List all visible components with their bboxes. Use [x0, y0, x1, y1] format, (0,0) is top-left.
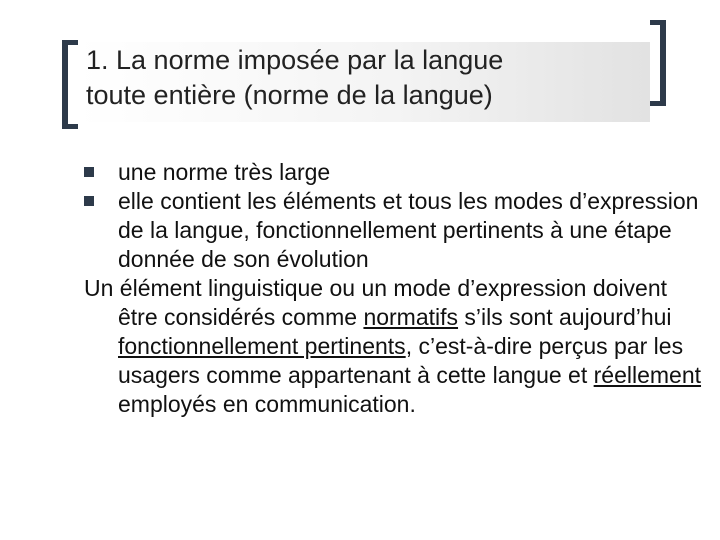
title-line-1: 1. La norme imposée par la langue [86, 45, 504, 75]
title-bracket-left [62, 40, 78, 129]
paragraph-text: s’ils sont aujourd’hui [458, 304, 672, 330]
title-bracket-right [650, 20, 666, 106]
paragraph-text: employés en communication. [118, 391, 416, 417]
paragraph-text: Un élément linguistique ou un mode d’expression doivent être considérés comme [84, 275, 668, 330]
paragraph-text: , c’est-à-dire perçus par les usagers comme appartenant à cette langue et [118, 333, 684, 388]
underlined-term: réellement [593, 362, 702, 388]
underlined-term: fonctionnellement pertinents [118, 333, 406, 359]
bullet-text: elle contient les éléments et tous les modes d’expression de la langue, fonctionnellement pertinents à une étape donnée de son évolution [118, 188, 699, 272]
bullet-item [84, 187, 704, 274]
square-bullet-icon [84, 167, 94, 177]
definition-paragraph [84, 274, 704, 419]
bullet-text: une norme très large [118, 159, 331, 185]
bullet-item [84, 158, 704, 187]
title-line-2: toute entière (norme de la langue) [86, 80, 493, 110]
square-bullet-icon [84, 196, 94, 206]
slide-title [86, 43, 646, 113]
slide-body [84, 158, 704, 419]
underlined-term: normatifs [363, 304, 459, 330]
